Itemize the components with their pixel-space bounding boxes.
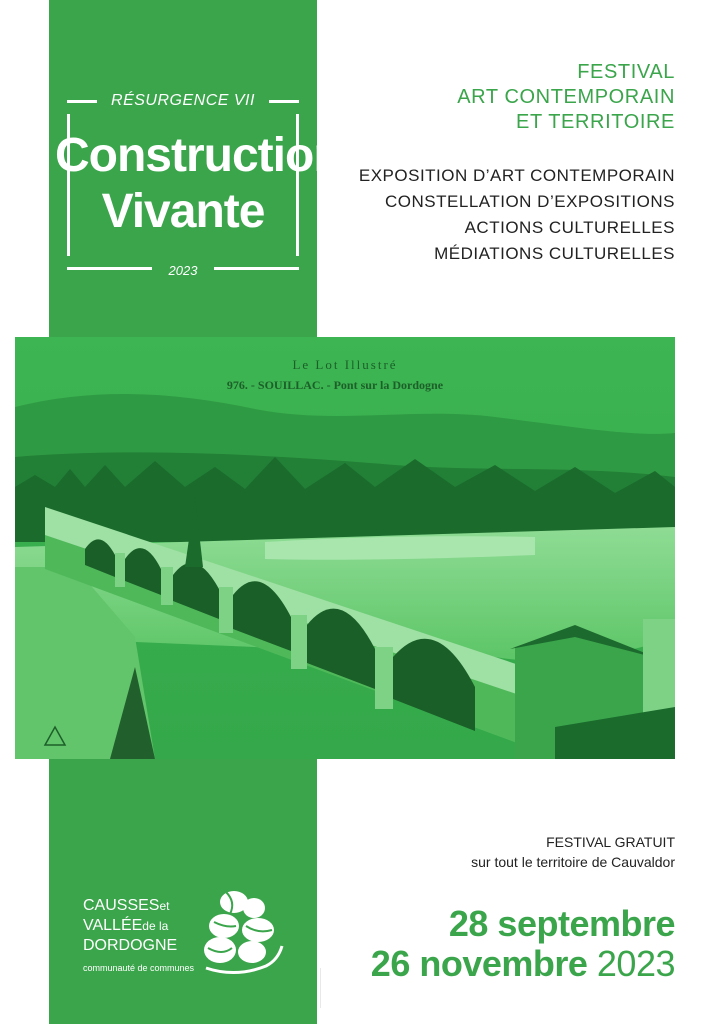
- bridge-postcard-photo: [15, 337, 675, 759]
- end-date-year: 2023: [596, 943, 675, 984]
- program-item: MÉDIATIONS CULTURELLES: [434, 244, 675, 263]
- program-item: CONSTELLATION D’EXPOSITIONS: [385, 192, 675, 211]
- logo-word-dordogne: DORDOGNE: [83, 937, 178, 954]
- end-date: [371, 944, 675, 984]
- free-festival-line2: sur tout le territoire de Cauvaldor: [471, 854, 675, 870]
- start-date: 28 septembre: [448, 903, 675, 944]
- festival-heading-line2: ART CONTEMPORAIN: [457, 86, 675, 108]
- divider: [320, 968, 321, 1008]
- event-title-line1: Construction: [55, 129, 342, 182]
- event-subtitle: RÉSURGENCE VII: [111, 92, 255, 109]
- festival-heading-line1: FESTIVAL: [577, 61, 675, 83]
- festival-heading-line3: ET TERRITOIRE: [516, 111, 675, 133]
- free-festival-info: [471, 832, 675, 872]
- logo-word-causses: CAUSSES: [83, 897, 160, 914]
- program-item: EXPOSITION D’ART CONTEMPORAIN: [358, 166, 675, 185]
- postcard-caption: 976. - SOUILLAC. - Pont sur la Dordogne: [226, 378, 444, 392]
- festival-dates: [371, 904, 675, 984]
- free-festival-line1: FESTIVAL GRATUIT: [546, 834, 675, 850]
- end-date-day-month: 26 novembre: [370, 943, 597, 984]
- program-list: [359, 163, 675, 267]
- cauvaldor-logo-text: [83, 896, 177, 955]
- festival-heading: [457, 60, 675, 135]
- logo-tagline: communauté de communes: [83, 963, 195, 973]
- postcard-header: Le Lot Illustré: [292, 357, 398, 372]
- program-item: ACTIONS CULTURELLES: [464, 218, 675, 237]
- logo-word-de-la: de la: [142, 919, 169, 933]
- logo-word-et: et: [159, 899, 170, 913]
- event-title: [55, 128, 342, 240]
- logo-word-vallee: VALLÉE: [83, 917, 143, 934]
- stones-cluster-icon: [196, 886, 286, 980]
- event-title-line2: Vivante: [101, 185, 265, 238]
- event-year: 2023: [168, 263, 198, 278]
- title-frame: [55, 92, 342, 278]
